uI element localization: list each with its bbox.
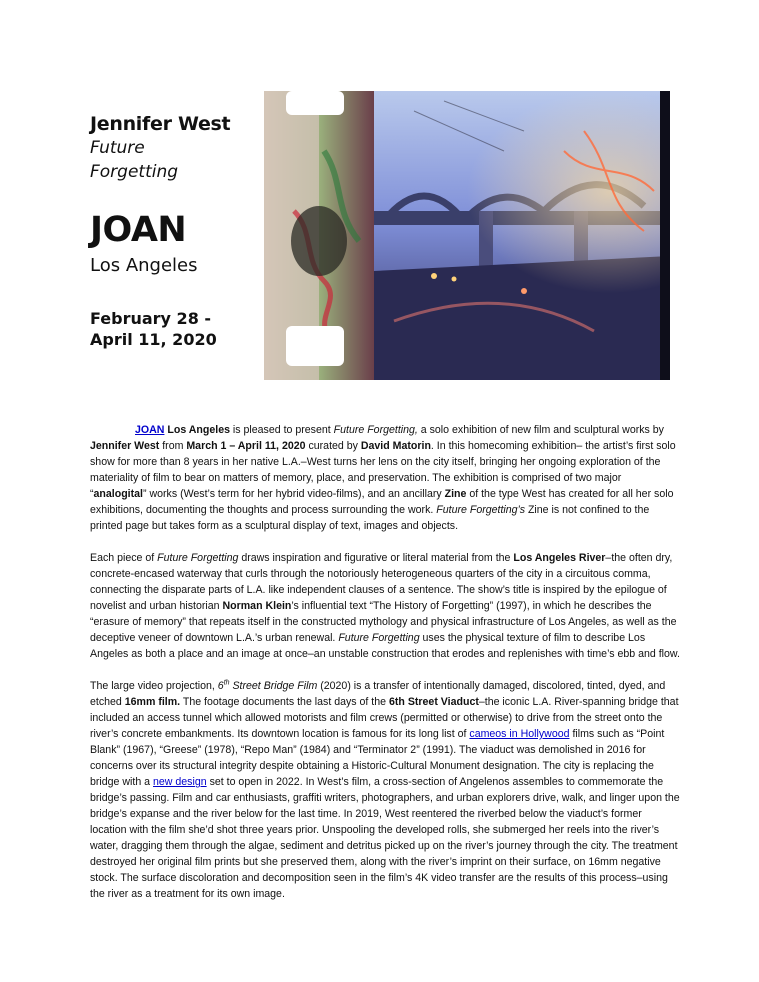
text-river: Los Angeles River [513,552,606,564]
text: is pleased to present [229,424,334,436]
artist-name: Jennifer West [90,113,231,135]
bridge-film-still-graphic [264,91,670,380]
text-artist: Jennifer West [90,440,160,452]
text: The large video projection, [90,680,218,692]
text-film-title [218,680,317,692]
press-release-body [90,422,680,918]
text-title: Future Forgetting [338,632,420,644]
text: Each piece of [90,552,158,564]
paragraph-river [90,550,680,662]
text-superscript: th [223,679,230,687]
text: of the type West has created for all her solo exhibitions, documenting the thoughts and process surrounding the work. [90,488,674,516]
text: set to open in 2022. In West’s film, a cross-section of Angelenos assembles to commemorate the bridge’s passing. Film and car enthusiasts, graffiti writers, photographers, and urban explorers drive, walk, and linger upon the bridge’s expanse and the river below for the last time. In 2019, West reentered the riverbed below the viaduct’s former location with the film she’d shot three years prior. Unspooling the developed rolls, she submerged her reels into the river’s water, dragging them through the algae, sediment and detritus picked up on the river’s journey through the city. The treatment destroyed her original film prints but she preserved them, along with the river’s imprint on their surface, on 16mm negative stock. The surface discoloration and decomposition seen in the film’s 4K video transfer are the results of this process–using the river as a treatment for its own image. [90,776,680,900]
text: a solo exhibition of new film and sculptural works by [417,424,664,436]
dates-line1: February 28 - [90,309,212,328]
cameos-link[interactable]: cameos in Hollywood [469,728,570,740]
text-los-angeles: Los Angeles [164,424,230,436]
text-dates: March 1 – April 11, 2020 [186,440,306,452]
text: ’s influential text “The History of Forgetting” (1997), in which he describes the “erasure of memory” that repeats itself in the constructed mythology and physical infrastructure of Los Angeles, as well as the deceptive veneer of downtown L.A.’s urban renewal. [90,600,677,644]
film-still-image [264,91,670,380]
text: from [159,440,187,452]
exhibition-header [90,112,260,349]
text: Zine is not confined to the printed page but takes form as a sculptural display of text, images and objects. [90,504,650,532]
text: . In this homecoming exhibition– the artist’s first solo show for more than 8 years in her native L.A.–West turns her lens on the city itself, bringing her ongoing exploration of the materiality of film to bear on matters of memory, place, and preservation. The exhibition is comprised of two major “ [90,440,676,500]
exhibition-dates [90,308,260,350]
text-title: Future Forgetting’s [436,504,525,516]
exhibition-title-line1: Future [90,138,145,158]
text: films such as “Point Blank” (1967), “Greese” (1978), “Repo Man” (1984) and “Terminator 2” (1991). The viaduct was demolished in 2016 for concerns over its structural integrity despite obtaining a Historic-Cultural Monument designation. The city is replacing the bridge with a [90,728,665,788]
text: 6 [217,680,224,692]
dates-line2: April 11, 2020 [90,330,217,349]
text: Street Bridge Film [229,680,318,692]
exhibition-title-line2: Forgetting [90,162,179,182]
paragraph-bridge-film [90,678,680,902]
gallery-name: JOAN [90,210,187,250]
text: The footage documents the last days of the [180,696,389,708]
text-title: Future Forgetting, [333,424,418,436]
joan-link[interactable]: JOAN [135,424,165,436]
text: draws inspiration and figurative or literal material from the [238,552,514,564]
text: –the iconic L.A. River-spanning bridge that included an access tunnel which allowed motorists and film crews (permitted or otherwise) to drive from the street onto the river’s concrete embankments. Its downtown location is famous for its long list of [90,696,679,740]
text-viaduct: 6th Street Viaduct [388,696,479,708]
text: ” works (West’s term for her hybrid video-films), and an ancillary [142,488,445,500]
text: uses the physical texture of film to describe Los Angeles as both a place and an image at once–an unstable construction that erodes and replenishes with time’s ebb and flow. [90,632,680,660]
text-16mm: 16mm film. [124,696,181,708]
paragraph-intro [90,422,680,534]
text-curator: David Matorin [360,440,431,452]
text-analogital: analogital [93,488,143,500]
gallery-city: Los Angeles [90,255,198,276]
text: –the often dry, concrete-encased waterway that curls through the notoriously heterogeneous quarters of the city in a circuitous comma, connecting the disparate parts of L.A. like independent clauses of a sentence. The show’s title is inspired by the epilogue of novelist and urban historian [90,552,673,612]
text-zine: Zine [444,488,467,500]
text-title: Future Forgetting [157,552,239,564]
text: curated by [305,440,361,452]
text: (2020) is a transfer of intentionally damaged, discolored, tinted, dyed, and etched [90,680,666,708]
new-design-link[interactable]: new design [153,776,207,788]
text-norman-klein: Norman Klein [222,600,292,612]
